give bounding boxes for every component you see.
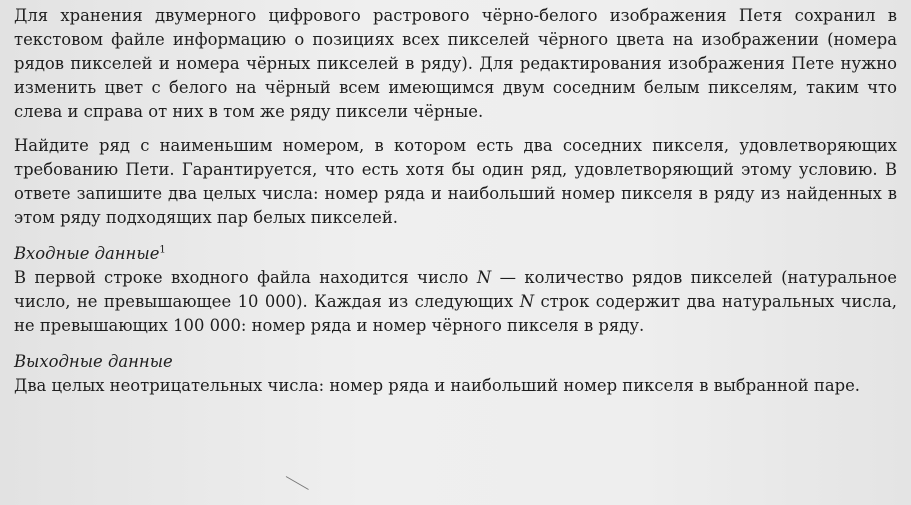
output-data-heading [14,350,897,374]
footnote-marker: 1 [159,244,166,256]
pencil-mark [286,476,309,490]
variable-n: N [519,292,535,311]
input-data-heading [14,242,897,266]
output-data-description: Два целых неотрицательных числа: номер ряда и наибольший номер пикселя в выбранной паре. [14,376,861,395]
input-data-description [14,266,897,338]
task-paragraph-2: Найдите ряд с наименьшим номером, в котором есть два соседних пикселя, удовлетворяющих требованию Пети. Гарантируется, что есть хотя бы один ряд, удовлетворяющий этому условию. В ответе запишите два целых числа: номер ряда и наибольший номер пикселя в ряду из найденных в этом ряду подходящих пар белых пикселей. [14,136,897,227]
output-data-title: Выходные данные [14,352,173,371]
input-text-part-1: В первой строке входного файла находится число [14,268,477,287]
input-text-part-2: — количество рядов пикселей (натуральное число, не превышающее 10 000). Каждая из следующих [14,268,897,311]
paragraph-gap [14,230,897,240]
input-data-title: Входные данные [14,244,160,263]
task-paragraph-1: Для хранения двумерного цифрового растрового чёрно-белого изображения Петя сохранил в текстовом файле информацию о позициях всех пикселей чёрного цвета на изображении (номера рядов пикселей и номера чёрных пикселей в ряду). Для редактирования изображения Пете нужно изменить цвет с белого на чёрный всем имеющимся двум соседним белым пикселям, таким что слева и справа от них в том же ряду пиксели чёрные. [14,6,897,121]
paragraph-gap [14,124,897,134]
variable-n: N [476,268,492,287]
input-text-part-3: строк содержит два натуральных числа, не превышающих 100 000: номер ряда и номер чёрного пикселя в ряду. [14,292,897,335]
paragraph-gap [14,338,897,348]
